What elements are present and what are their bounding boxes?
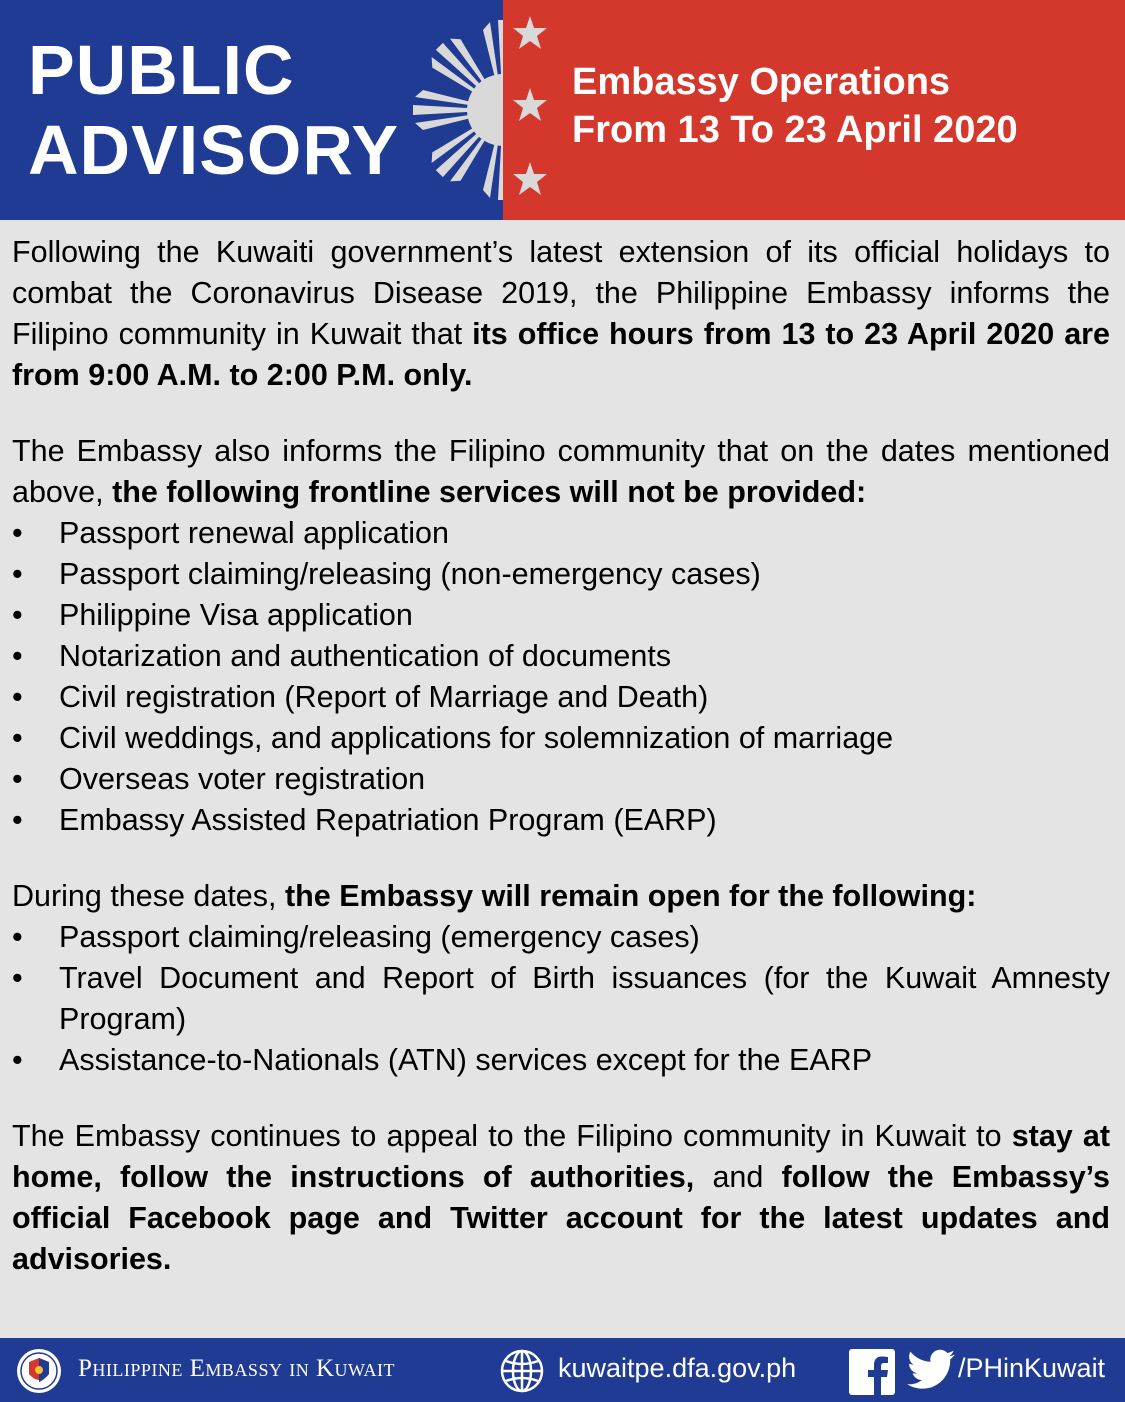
sun-icon [398,0,608,220]
subtitle-line-1: Embassy Operations [572,61,951,103]
advisory-title [28,30,399,190]
twitter-icon[interactable] [906,1349,956,1393]
title-line-2: ADVISORY [28,111,400,189]
list-item: • Notarization and authentication of documents [12,636,1110,677]
star-icon [513,88,547,121]
list-item: • Travel Document and Report of Birth issuances (for the Kuwait Amnesty Program) [12,958,1110,1040]
list-item: • Assistance-to-Nationals (ATN) services except for the EARP [12,1040,1110,1081]
facebook-icon[interactable] [848,1348,896,1396]
intro-paragraph: Following the Kuwaiti government’s latest extension of its official holidays to combat the Coronavirus Disease 2019, the Philippine Embassy informs the Filipino community in Kuwait that its office hours from 13 to 23 April 2020 are from 9:00 A.M. to 2:00 P.M. only. [12,235,1110,392]
list-item: • Civil registration (Report of Marriage and Death) [12,677,1110,718]
stars-decoration [506,0,556,220]
subtitle-line-2: From 13 To 23 April 2020 [572,109,1018,151]
embassy-seal-icon [14,1346,64,1396]
closing-paragraph: The Embassy continues to appeal to the Filipino community in Kuwait to stay at home, follow the instructions of authorities, and follow the Embassy’s official Facebook page and Twitter account for the latest updates and advisories. [12,1119,1111,1276]
list-item: • Passport claiming/releasing (emergency cases) [12,917,1110,958]
not-provided-list [12,513,1110,841]
list-item: • Passport renewal application [12,513,1110,554]
embassy-name: Philippine Embassy in Kuwait [78,1355,395,1382]
advisory-body [12,232,1110,1280]
list-item: • Philippine Visa application [12,595,1110,636]
list-item: • Embassy Assisted Repatriation Program (EARP) [12,800,1110,841]
open-for-paragraph: During these dates, the Embassy will remain open for the following: [12,879,977,913]
list-item: • Passport claiming/releasing (non-emergency cases) [12,554,1110,595]
open-for-list [12,917,1110,1081]
title-line-1: PUBLIC [28,31,295,109]
social-handle[interactable]: /PHinKuwait [958,1353,1106,1383]
advisory-header [0,0,1125,220]
advisory-subtitle [572,58,1018,154]
star-icon [513,16,547,49]
website-link[interactable]: kuwaitpe.dfa.gov.ph [558,1353,797,1383]
star-icon [513,162,547,195]
globe-icon [498,1347,546,1395]
list-item: • Overseas voter registration [12,759,1110,800]
advisory-footer [0,1338,1125,1402]
list-item: • Civil weddings, and applications for solemnization of marriage [12,718,1110,759]
not-provided-paragraph: The Embassy also informs the Filipino community that on the dates mentioned above, the following frontline services will not be provided: [12,434,1110,509]
